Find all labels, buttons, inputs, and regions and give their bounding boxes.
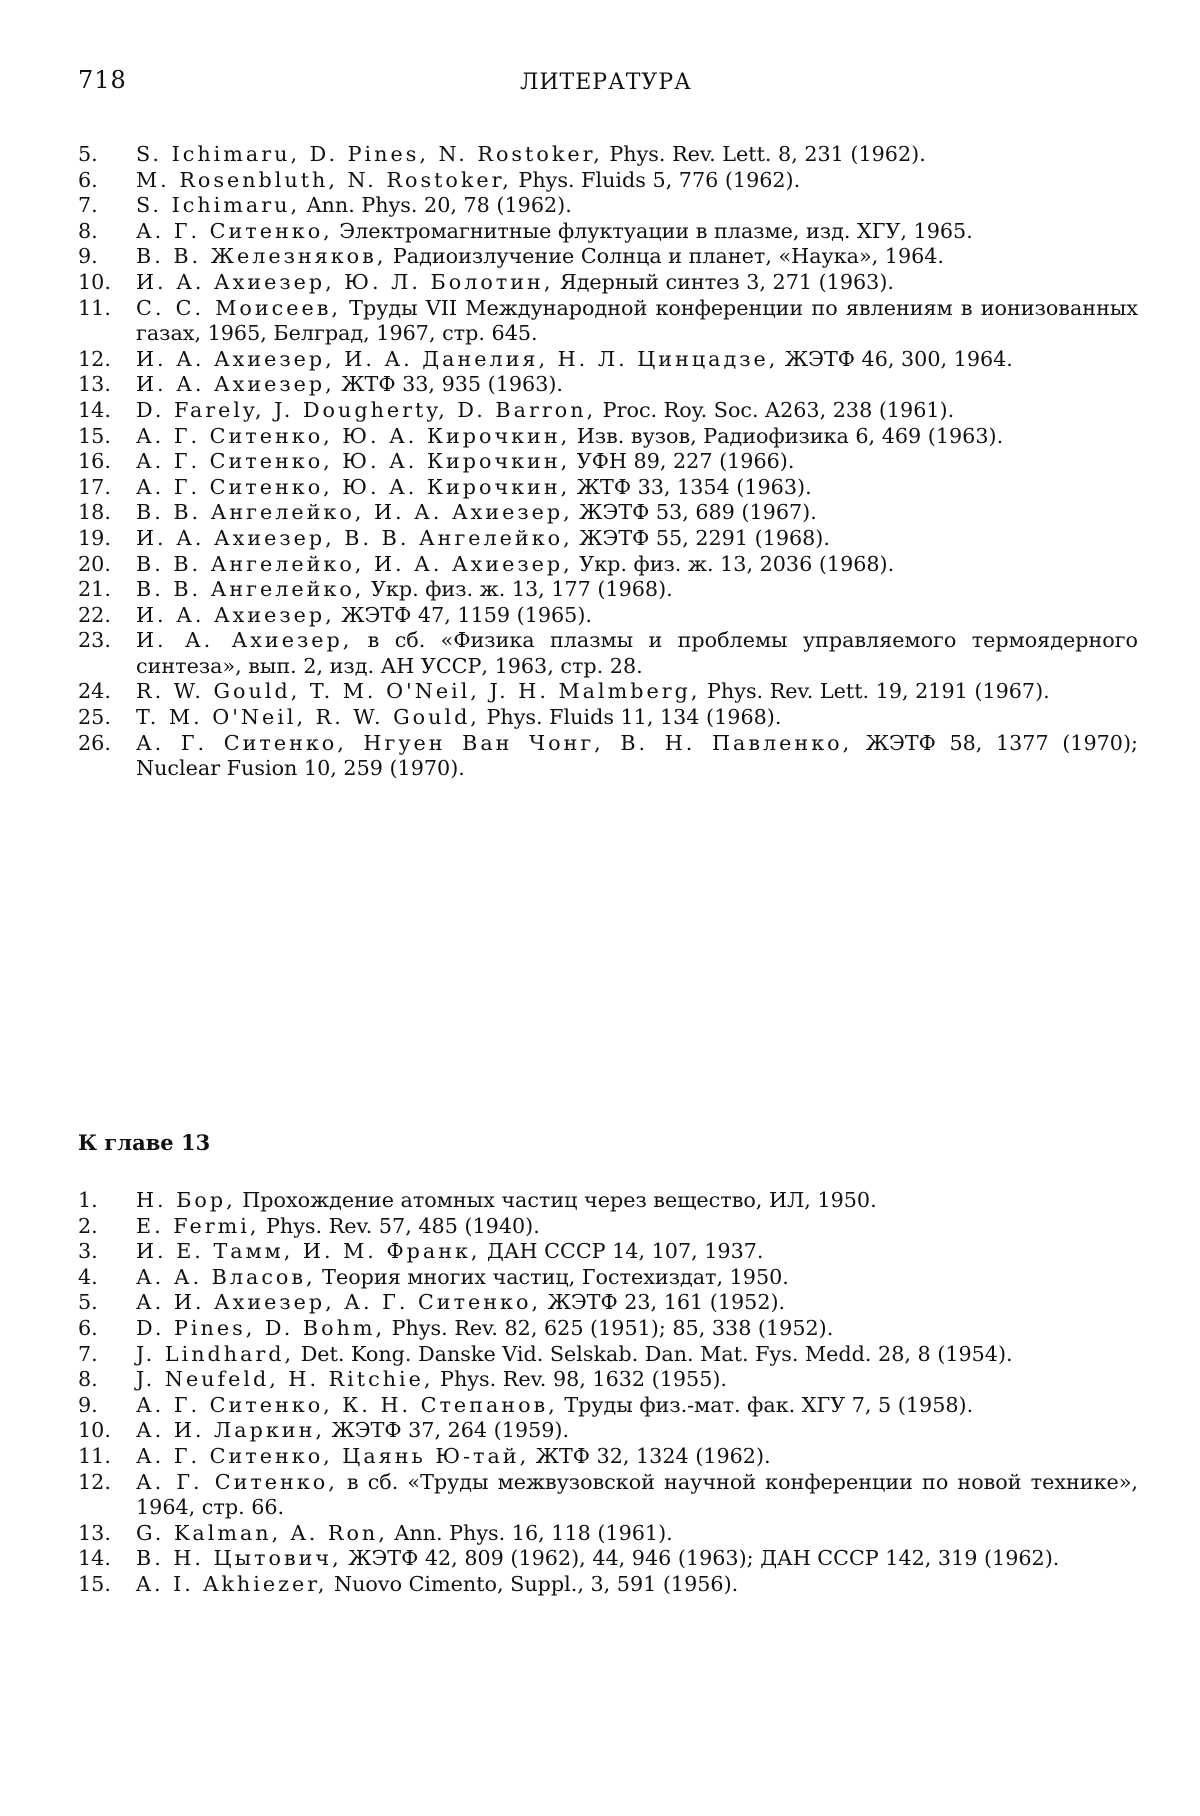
reference-citation: Радиоизлучение Солнца и планет, «Наука», 1964. (386, 244, 945, 269)
reference-item (78, 1470, 1138, 1521)
reference-item (78, 168, 1138, 194)
reference-citation: Proc. Roy. Soc. A263, 238 (1961). (596, 397, 955, 422)
reference-authors: В. В. Ангелейко, И. А. Ахиезер, (136, 500, 573, 525)
reference-authors: А. Г. Ситенко, Нгуен Ван Чонг, В. Н. Павленко, (136, 730, 853, 755)
reference-authors: И. Е. Тамм, И. М. Франк, (136, 1239, 481, 1264)
reference-item (78, 1393, 1138, 1419)
reference-item (78, 1316, 1138, 1342)
reference-authors: В. В. Ангелейко, (136, 577, 365, 602)
reference-authors: A. I. Akhiezer, (136, 1571, 328, 1596)
reference-authors: И. А. Ахиезер, Ю. Л. Болотин, (136, 269, 554, 294)
reference-authors: А. Г. Ситенко, К. Н. Степанов, (136, 1392, 558, 1417)
reference-citation: Det. Kong. Danske Vid. Selskab. Dan. Mat. Fys. Medd. 28, 8 (1954). (294, 1341, 1013, 1366)
reference-authors: E. Fermi, (136, 1213, 260, 1238)
reference-item (78, 526, 1138, 552)
reference-item (78, 1265, 1138, 1291)
reference-authors: А. Г. Ситенко, (136, 218, 333, 243)
reference-authors: Н. Бор, (136, 1188, 236, 1212)
reference-authors: А. Г. Ситенко, Ю. А. Кирочкин, (136, 474, 571, 499)
reference-item (78, 1342, 1138, 1368)
reference-citation: Прохождение атомных частиц через вещество, ИЛ, 1950. (235, 1188, 877, 1212)
reference-citation: Теория многих частиц, Гостехиздат, 1950. (315, 1264, 789, 1289)
reference-number: 16. (78, 449, 111, 474)
reference-number: 25. (78, 705, 111, 730)
reference-number: 13. (78, 372, 111, 397)
reference-item (78, 705, 1138, 731)
reference-item (78, 1572, 1138, 1598)
reference-item (78, 193, 1138, 219)
reference-authors: А. Г. Ситенко, Ю. А. Кирочкин, (136, 449, 571, 474)
reference-number: 14. (78, 397, 111, 422)
reference-citation: ЖТФ 32, 1324 (1962). (529, 1443, 771, 1468)
reference-number: 19. (78, 525, 111, 550)
reference-number: 10. (78, 1418, 111, 1443)
reference-number: 8. (78, 218, 98, 243)
reference-authors: В. В. Железняков, (136, 244, 387, 269)
reference-citation: Ann. Phys. 16, 118 (1961). (387, 1520, 673, 1545)
reference-item (78, 577, 1138, 603)
reference-item (78, 1290, 1138, 1316)
reference-number: 6. (78, 1315, 98, 1340)
reference-citation: Изв. вузов, Радиофизика 6, 469 (1963). (570, 423, 1004, 448)
reference-citation: Phys. Fluids 11, 134 (1968). (479, 705, 782, 730)
reference-number: 12. (78, 346, 111, 371)
reference-list-chapter-13 (78, 1188, 1138, 1598)
reference-authors: J. Neufeld, H. Ritchie, (136, 1367, 434, 1392)
reference-number: 15. (78, 423, 111, 448)
reference-authors: И. А. Ахиезер, (136, 602, 335, 627)
reference-authors: А. И. Ларкин, (136, 1418, 325, 1443)
reference-citation: Phys. Fluids 5, 776 (1962). (511, 167, 801, 192)
reference-number: 11. (78, 295, 111, 320)
reference-citation: Phys. Rev. 98, 1632 (1955). (433, 1367, 728, 1392)
reference-item (78, 679, 1138, 705)
reference-authors: D. Farely, J. Dougherty, D. Barron, (136, 397, 597, 422)
reference-number: 20. (78, 551, 111, 576)
reference-item (78, 424, 1138, 450)
reference-authors: G. Kalman, A. Ron, (136, 1520, 388, 1545)
reference-citation: Nuovo Cimento, Suppl., 3, 591 (1956). (327, 1571, 739, 1596)
reference-authors: S. Ichimaru, D. Pines, N. Rostoker, (136, 142, 603, 166)
reference-citation: ЖЭТФ 37, 264 (1959). (324, 1418, 570, 1443)
reference-authors: J. Lindhard, (136, 1341, 295, 1366)
reference-number: 13. (78, 1520, 111, 1545)
reference-number: 10. (78, 269, 111, 294)
reference-item (78, 1188, 1138, 1214)
reference-item (78, 142, 1138, 168)
reference-citation: ЖТФ 33, 935 (1963). (334, 372, 564, 397)
reference-number: 18. (78, 500, 111, 525)
reference-item (78, 1214, 1138, 1240)
reference-citation: в сб. «Физика плазмы и проблемы управляемого термоядерного синтеза», вып. 2, изд. АН УССР, 1963, стр. 28. (136, 628, 1138, 678)
reference-citation: Ядерный синтез 3, 271 (1963). (553, 269, 894, 294)
reference-authors: M. Rosenbluth, N. Rostoker, (136, 167, 512, 192)
reference-authors: С. С. Моисеев, (136, 295, 341, 320)
reference-item (78, 500, 1138, 526)
reference-citation: Укр. физ. ж. 13, 177 (1968). (364, 577, 673, 602)
reference-citation: ЖЭТФ 42, 809 (1962), 44, 946 (1963); ДАН СССР 142, 319 (1962). (341, 1546, 1060, 1571)
reference-number: 9. (78, 1392, 98, 1417)
reference-authors: А. Г. Ситенко, Ю. А. Кирочкин, (136, 423, 571, 448)
reference-authors: А. Г. Ситенко, (136, 1469, 338, 1494)
reference-number: 12. (78, 1469, 111, 1494)
reference-item (78, 449, 1138, 475)
reference-citation: Труды физ.-мат. фак. ХГУ 7, 5 (1958). (557, 1392, 974, 1417)
section-heading: К главе 13 (78, 1130, 211, 1155)
page-header (78, 66, 1128, 106)
reference-authors: И. А. Ахиезер, И. А. Данелия, Н. Л. Цинцадзе, (136, 346, 779, 371)
reference-authors: И. А. Ахиезер, (136, 372, 335, 397)
reference-citation: Труды VII Международной конференции по явлениям в ионизованных газах, 1965, Белград, 1967, стр. 645. (136, 295, 1138, 346)
reference-item (78, 219, 1138, 245)
reference-number: 24. (78, 679, 111, 704)
reference-number: 6. (78, 167, 98, 192)
reference-citation: ЖЭТФ 53, 689 (1967). (572, 500, 817, 525)
reference-authors: И. А. Ахиезер, В. В. Ангелейко, (136, 525, 573, 550)
reference-item (78, 1239, 1138, 1265)
reference-item (78, 1418, 1138, 1444)
reference-citation: ЖЭТФ 46, 300, 1964. (778, 346, 1013, 371)
reference-authors: В. Н. Цытович, (136, 1546, 342, 1571)
reference-authors: А. Г. Ситенко, Цаянь Ю-тай, (136, 1443, 530, 1468)
reference-citation: ЖТФ 33, 1354 (1963). (570, 474, 812, 499)
reference-citation: ЖЭТФ 58, 1377 (1970); Nuclear Fusion 10, 259 (1970). (136, 730, 1138, 781)
reference-item (78, 1546, 1138, 1572)
reference-item (78, 296, 1138, 347)
reference-authors: T. M. O'Neil, R. W. Gould, (136, 705, 480, 730)
reference-authors: D. Pines, D. Bohm, (136, 1315, 386, 1340)
reference-authors: R. W. Gould, T. M. O'Neil, J. H. Malmberg, (136, 679, 701, 704)
reference-item (78, 347, 1138, 373)
reference-number: 14. (78, 1546, 111, 1571)
reference-authors: И. А. Ахиезер, (136, 628, 353, 653)
reference-item (78, 372, 1138, 398)
running-title: ЛИТЕРАТУРА (520, 70, 692, 95)
reference-citation: Электромагнитные флуктуации в плазме, изд. ХГУ, 1965. (332, 218, 973, 243)
reference-number: 26. (78, 730, 111, 755)
reference-authors: А. А. Власов, (136, 1264, 316, 1289)
reference-number: 4. (78, 1264, 98, 1289)
reference-number: 23. (78, 628, 111, 653)
reference-citation: ЖЭТФ 23, 161 (1952). (541, 1290, 786, 1315)
reference-item (78, 628, 1138, 679)
reference-list-previous-chapter (78, 142, 1138, 782)
reference-number: 5. (78, 1290, 98, 1315)
reference-authors: В. В. Ангелейко, И. А. Ахиезер, (136, 551, 573, 576)
reference-number: 7. (78, 193, 98, 218)
reference-number: 1. (78, 1188, 98, 1212)
reference-item (78, 398, 1138, 424)
reference-citation: УФН 89, 227 (1966). (570, 449, 795, 474)
reference-number: 8. (78, 1367, 98, 1392)
reference-number: 5. (78, 142, 98, 166)
reference-authors: А. И. Ахиезер, А. Г. Ситенко, (136, 1290, 542, 1315)
reference-item (78, 731, 1138, 782)
reference-number: 21. (78, 577, 111, 602)
reference-number: 17. (78, 474, 111, 499)
reference-item (78, 244, 1138, 270)
reference-authors: S. Ichimaru, (136, 193, 301, 218)
reference-number: 2. (78, 1213, 98, 1238)
reference-citation: ДАН СССР 14, 107, 1937. (480, 1239, 764, 1264)
reference-citation: Phys. Rev. Lett. 19, 2191 (1967). (700, 679, 1050, 704)
reference-citation: ЖЭТФ 47, 1159 (1965). (334, 602, 592, 627)
reference-number: 3. (78, 1239, 98, 1264)
reference-number: 11. (78, 1443, 111, 1468)
reference-citation: ЖЭТФ 55, 2291 (1968). (572, 525, 830, 550)
reference-item (78, 1367, 1138, 1393)
reference-number: 22. (78, 602, 111, 627)
reference-item (78, 552, 1138, 578)
reference-item (78, 1444, 1138, 1470)
page-number: 718 (78, 66, 127, 94)
reference-number: 15. (78, 1571, 111, 1596)
reference-citation: Phys. Rev. 57, 485 (1940). (259, 1213, 540, 1238)
reference-item (78, 270, 1138, 296)
reference-item (78, 475, 1138, 501)
reference-citation: в сб. «Труды межвузовской научной конференции по новой технике», 1964, стр. 66. (136, 1469, 1138, 1520)
reference-citation: Укр. физ. ж. 13, 2036 (1968). (572, 551, 895, 576)
reference-citation: Ann. Phys. 20, 78 (1962). (300, 193, 572, 218)
reference-item (78, 1521, 1138, 1547)
reference-item (78, 603, 1138, 629)
reference-number: 7. (78, 1341, 98, 1366)
reference-number: 9. (78, 244, 98, 269)
reference-citation: Phys. Rev. 82, 625 (1951); 85, 338 (1952). (385, 1315, 834, 1340)
reference-citation: Phys. Rev. Lett. 8, 231 (1962). (602, 142, 926, 166)
